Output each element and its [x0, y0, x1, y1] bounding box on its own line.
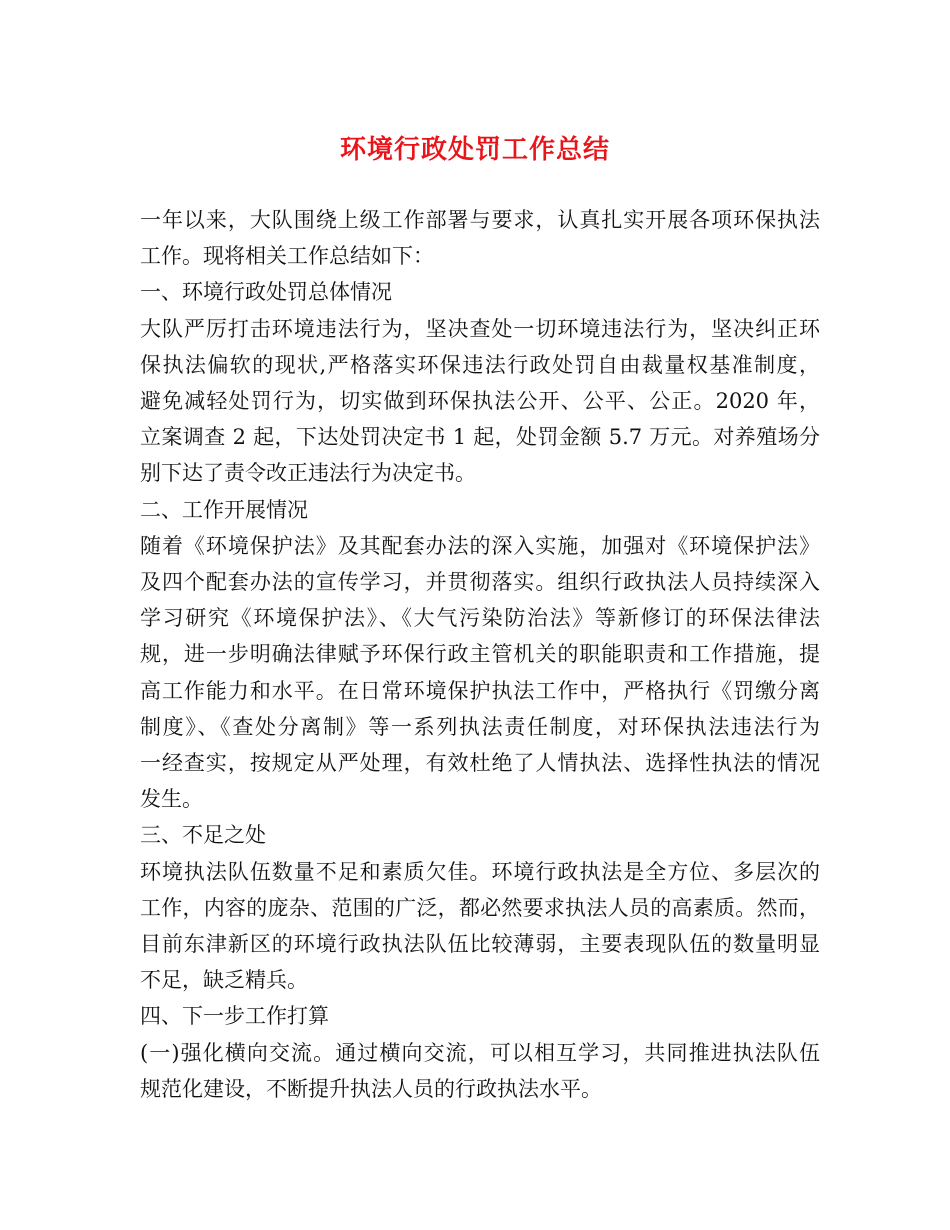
document-body — [140, 202, 820, 1107]
paragraph-line: 大队严厉打击环境违法行为，坚决查处一切环境违法行为，坚决纠正环 — [140, 316, 820, 341]
paragraph-line: 环境执法队伍数量不足和素质欠佳。环境行政执法是全方位、多层次的 — [140, 859, 820, 884]
paragraph-line: (一)强化横向交流。通过横向交流，可以相互学习，共同推进执法队伍 — [140, 1040, 820, 1065]
paragraph-line: 高工作能力和水平。在日常环境保护执法工作中，严格执行《罚缴分离 — [140, 678, 820, 703]
paragraph-line: 别下达了责令改正违法行为决定书。 — [140, 461, 476, 486]
section-heading-shortcomings: 三、不足之处 — [140, 823, 266, 848]
intro-line: 一年以来，大队围绕上级工作部署与要求，认真扎实开展各项环保执法 — [140, 208, 820, 232]
paragraph-line: 及四个配套办法的宣传学习，并贯彻落实。组织行政执法人员持续深入 — [140, 570, 820, 595]
paragraph-line: 学习研究《环境保护法》、《大气污染防治法》等新修订的环保法律法 — [140, 606, 820, 631]
paragraph-line: 工作，内容的庞杂、范围的广泛，都必然要求执法人员的高素质。然而， — [140, 895, 820, 920]
paragraph-line: 随着《环境保护法》及其配套办法的深入实施，加强对《环境保护法》 — [140, 533, 820, 558]
section-work-paragraph — [140, 528, 820, 818]
paragraph-line: 保执法偏软的现状,严格落实环保违法行政处罚自由裁量权基准制度， — [140, 352, 820, 377]
paragraph-line: 目前东津新区的环境行政执法队伍比较薄弱，主要表现队伍的数量明显 — [140, 932, 820, 957]
paragraph-line: 制度》、《查处分离制》等一系列执法责任制度，对环保执法违法行为 — [140, 714, 820, 739]
paragraph-line: 不足，缺乏精兵。 — [140, 968, 308, 993]
section-overview-paragraph — [140, 311, 820, 492]
paragraph-line: 规，进一步明确法律赋予环保行政主管机关的职能职责和工作措施，提 — [140, 642, 820, 667]
document-title: 环境行政处罚工作总结 — [339, 135, 610, 165]
intro-line: 工作。现将相关工作总结如下： — [140, 244, 434, 269]
paragraph-line: 立案调查 2 起，下达处罚决定书 1 起，处罚金额 5.7 万元。对养殖场分 — [140, 425, 820, 450]
intro-paragraph — [140, 202, 820, 274]
paragraph-line: 一经查实，按规定从严处理，有效杜绝了人情执法、选择性执法的情况 — [140, 751, 820, 776]
paragraph-line: 发生。 — [140, 787, 203, 812]
section-heading-overview: 一、环境行政处罚总体情况 — [140, 280, 392, 305]
section-heading-next-steps: 四、下一步工作打算 — [140, 1004, 329, 1029]
paragraph-line: 规范化建设，不断提升执法人员的行政执法水平。 — [140, 1076, 602, 1101]
section-heading-work: 二、工作开展情况 — [140, 497, 308, 522]
section-next-steps-paragraph — [140, 1035, 820, 1107]
section-shortcomings-paragraph — [140, 854, 820, 999]
paragraph-line: 避免减轻处罚行为，切实做到环保执法公开、公平、公正。2020 年， — [140, 389, 820, 414]
